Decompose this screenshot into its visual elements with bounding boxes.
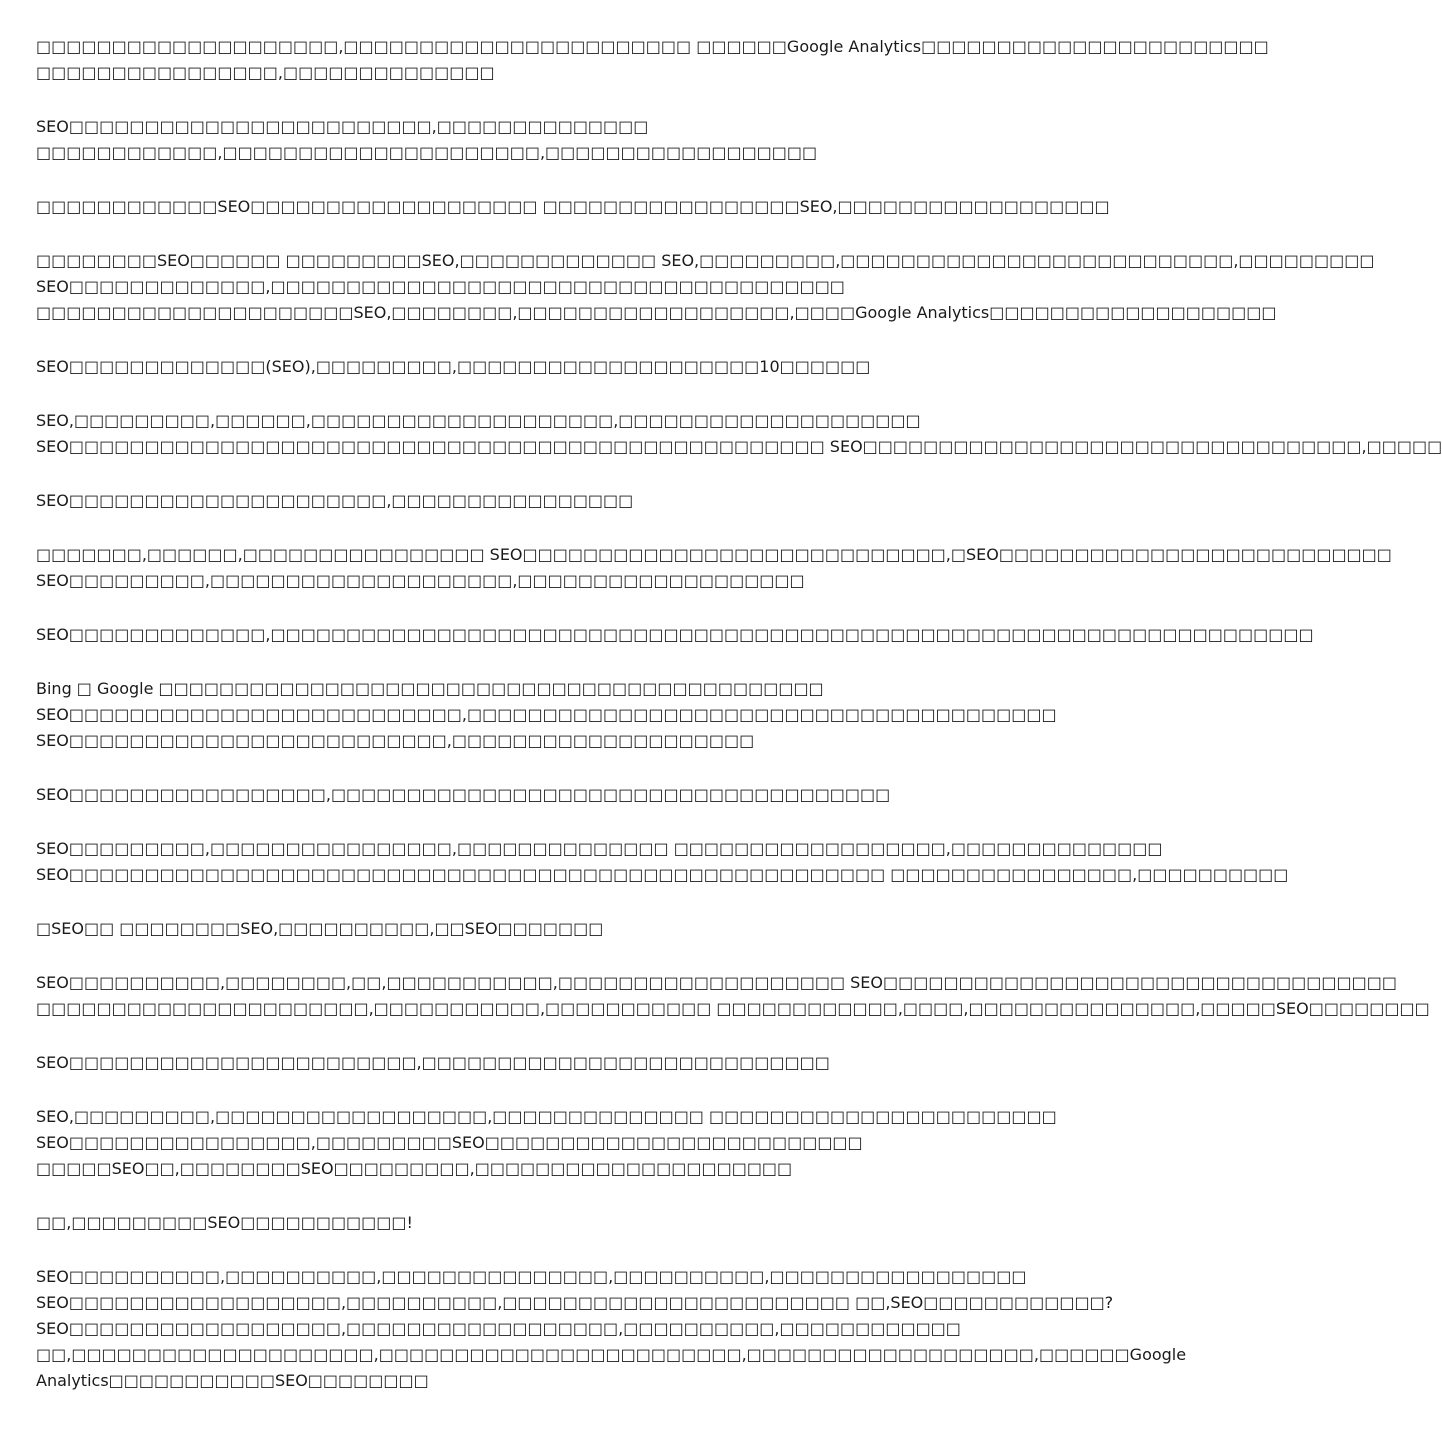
- paragraph-3: [36, 194, 1110, 220]
- paragraph-16: [36, 1104, 1057, 1182]
- paragraph-13: [36, 916, 988, 942]
- paragraph-8: [36, 542, 1392, 594]
- text-line: □□□□□□□□□□□□□□□□□□□□□□,□□□□□□□□□□□,□□□□□□□□□□□ □□□□□□□□□□□□,□□□□,□□□□□□□□□□□□□□□,□□□□□SEO□□□□□□□□: [36, 999, 1430, 1018]
- paragraph-5: [36, 354, 988, 380]
- text-line: SEO□□□□□□□□□,□□□□□□□□□□□□□□□□,□□□□□□□□□□□□□□ □□□□□□□□□□□□□□□□□□,□□□□□□□□□□□□□□: [36, 839, 1163, 858]
- text-line: □SEO□□ □□□□□□□□SEO,□□□□□□□□□□,□□SEO□□□□□□□: [36, 919, 604, 938]
- paragraph-4: [36, 248, 1375, 326]
- text-line: □□□□□SEO□□,□□□□□□□□SEO□□□□□□□□□,□□□□□□□□□□□□□□□□□□□□□: [36, 1159, 793, 1178]
- text-line: SEO□□□□□□□□□□□□□□□□□□□□□□□□□,□□□□□□□□□□□□□□□□□□□□: [36, 731, 755, 750]
- paragraph-12: [36, 836, 1289, 888]
- paragraph-9: [36, 622, 1314, 648]
- text-line: SEO□□□□□□□□□□□□□□□□□□,□□□□□□□□□□,□□□□□□□□□□□□□□□□□□□□□□□ □□,SEO□□□□□□□□□□□□?: [36, 1293, 1114, 1312]
- paragraph-1: [36, 34, 1269, 86]
- text-line: SEO,□□□□□□□□□,□□□□□□,□□□□□□□□□□□□□□□□□□□□,□□□□□□□□□□□□□□□□□□□□: [36, 411, 921, 430]
- paragraph-14: [36, 970, 1430, 1022]
- text-line: □□□□□□□□SEO□□□□□□ □□□□□□□□□SEO,□□□□□□□□□□□□□ SEO,□□□□□□□□□,□□□□□□□□□□□□□□□□□□□□□□□□□□,□□□□□□□□□: [36, 251, 1375, 270]
- text-line: SEO□□□□□□□□□□□□□□□□□□□□□,□□□□□□□□□□□□□□□□: [36, 491, 634, 510]
- text-line: □□,□□□□□□□□□□□□□□□□□□□□,□□□□□□□□□□□□□□□□□□□□□□□□,□□□□□□□□□□□□□□□□□□□,□□□□□□Google: [36, 1345, 1187, 1364]
- text-line: SEO□□□□□□□□□□□□□,□□□□□□□□□□□□□□□□□□□□□□□□□□□□□□□□□□□□□□□□□□□□□□□□□□□□□□□□□□□□□□□□□□□□□: [36, 625, 1314, 644]
- text-line: Bing □ Google □□□□□□□□□□□□□□□□□□□□□□□□□□□□□□□□□□□□□□□□□□□□: [36, 679, 824, 698]
- text-line: □□□□□□□□□□□□□□□□,□□□□□□□□□□□□□□: [36, 63, 495, 82]
- text-line: SEO□□□□□□□□□□□□□□□□□□□□□□□,□□□□□□□□□□□□□□□□□□□□□□□□□□□: [36, 1053, 830, 1072]
- text-line: SEO□□□□□□□□□,□□□□□□□□□□□□□□□□□□□□,□□□□□□□□□□□□□□□□□□□: [36, 571, 805, 590]
- text-line: SEO□□□□□□□□□□,□□□□□□□□□□,□□□□□□□□□□□□□□□,□□□□□□□□□□,□□□□□□□□□□□□□□□□□: [36, 1267, 1027, 1286]
- paragraph-7: [36, 488, 988, 514]
- text-line: SEO□□□□□□□□□□□□□□□□,□□□□□□□□□SEO□□□□□□□□□□□□□□□□□□□□□□□□□: [36, 1133, 863, 1152]
- text-line: SEO,□□□□□□□□□,□□□□□□□□□□□□□□□□□□,□□□□□□□□□□□□□□ □□□□□□□□□□□□□□□□□□□□□□□: [36, 1107, 1057, 1126]
- text-line: SEO□□□□□□□□□□□□□□□□□□,□□□□□□□□□□□□□□□□□□,□□□□□□□□□□,□□□□□□□□□□□□: [36, 1319, 961, 1338]
- paragraph-18: [36, 1264, 1187, 1394]
- text-line: SEO□□□□□□□□□□□□□□□□□,□□□□□□□□□□□□□□□□□□□□□□□□□□□□□□□□□□□□□: [36, 785, 891, 804]
- text-line: SEO□□□□□□□□□□□□□□□□□□□□□□□□□□□□□□□□□□□□□□□□□□□□□□□□□□□□□□ □□□□□□□□□□□□□□□□,□□□□□□□□□□: [36, 865, 1289, 884]
- paragraph-10: [36, 676, 1057, 754]
- text-line: □□□□□□□□□□□□□□□□□□□□,□□□□□□□□□□□□□□□□□□□□□□□ □□□□□□Google Analytics□□□□□□□□□□□□□□□□□□□□□□□: [36, 37, 1269, 56]
- text-line: □□□□□□□,□□□□□□,□□□□□□□□□□□□□□□□ SEO□□□□□□□□□□□□□□□□□□□□□□□□□□□□,□SEO□□□□□□□□□□□□□□□□□□□□□□□□□□: [36, 545, 1392, 564]
- text-line: Analytics□□□□□□□□□□□SEO□□□□□□□□: [36, 1371, 429, 1390]
- text-line: SEO□□□□□□□□□□□□□□□□□□□□□□□□□□,□□□□□□□□□□□□□□□□□□□□□□□□□□□□□□□□□□□□□□□: [36, 705, 1057, 724]
- text-line: □□□□□□□□□□□□□□□□□□□□□SEO,□□□□□□□□,□□□□□□□□□□□□□□□□□□,□□□□Google Analytics□□□□□□□□□□□□□□□□□□□: [36, 303, 1277, 322]
- text-line: □□□□□□□□□□□□,□□□□□□□□□□□□□□□□□□□□□,□□□□□□□□□□□□□□□□□□: [36, 143, 818, 162]
- text-line: □□,□□□□□□□□□SEO□□□□□□□□□□□!: [36, 1213, 413, 1232]
- text-line: □□□□□□□□□□□□SEO□□□□□□□□□□□□□□□□□□□ □□□□□□□□□□□□□□□□□SEO,□□□□□□□□□□□□□□□□□□: [36, 197, 1110, 216]
- paragraph-15: [36, 1050, 988, 1076]
- paragraph-6: [36, 408, 1442, 460]
- text-line: SEO□□□□□□□□□□□□□□□□□□□□□□□□□□□□□□□□□□□□□□□□□□□□□□□□□□ SEO□□□□□□□□□□□□□□□□□□□□□□□□□□□□□□□□□,□□□□□: [36, 437, 1442, 456]
- paragraph-17: [36, 1210, 988, 1236]
- text-line: SEO□□□□□□□□□□□□□(SEO),□□□□□□□□□,□□□□□□□□□□□□□□□□□□□□10□□□□□□: [36, 357, 871, 376]
- paragraph-2: [36, 114, 988, 166]
- text-line: SEO□□□□□□□□□□□□□,□□□□□□□□□□□□□□□□□□□□□□□□□□□□□□□□□□□□□□: [36, 277, 845, 296]
- text-line: SEO□□□□□□□□□□,□□□□□□□□,□□,□□□□□□□□□□□,□□□□□□□□□□□□□□□□□□□ SEO□□□□□□□□□□□□□□□□□□□□□□□□□□□□□□□□□□: [36, 973, 1397, 992]
- paragraph-11: [36, 782, 988, 808]
- text-line: SEO□□□□□□□□□□□□□□□□□□□□□□□□,□□□□□□□□□□□□□□: [36, 117, 649, 136]
